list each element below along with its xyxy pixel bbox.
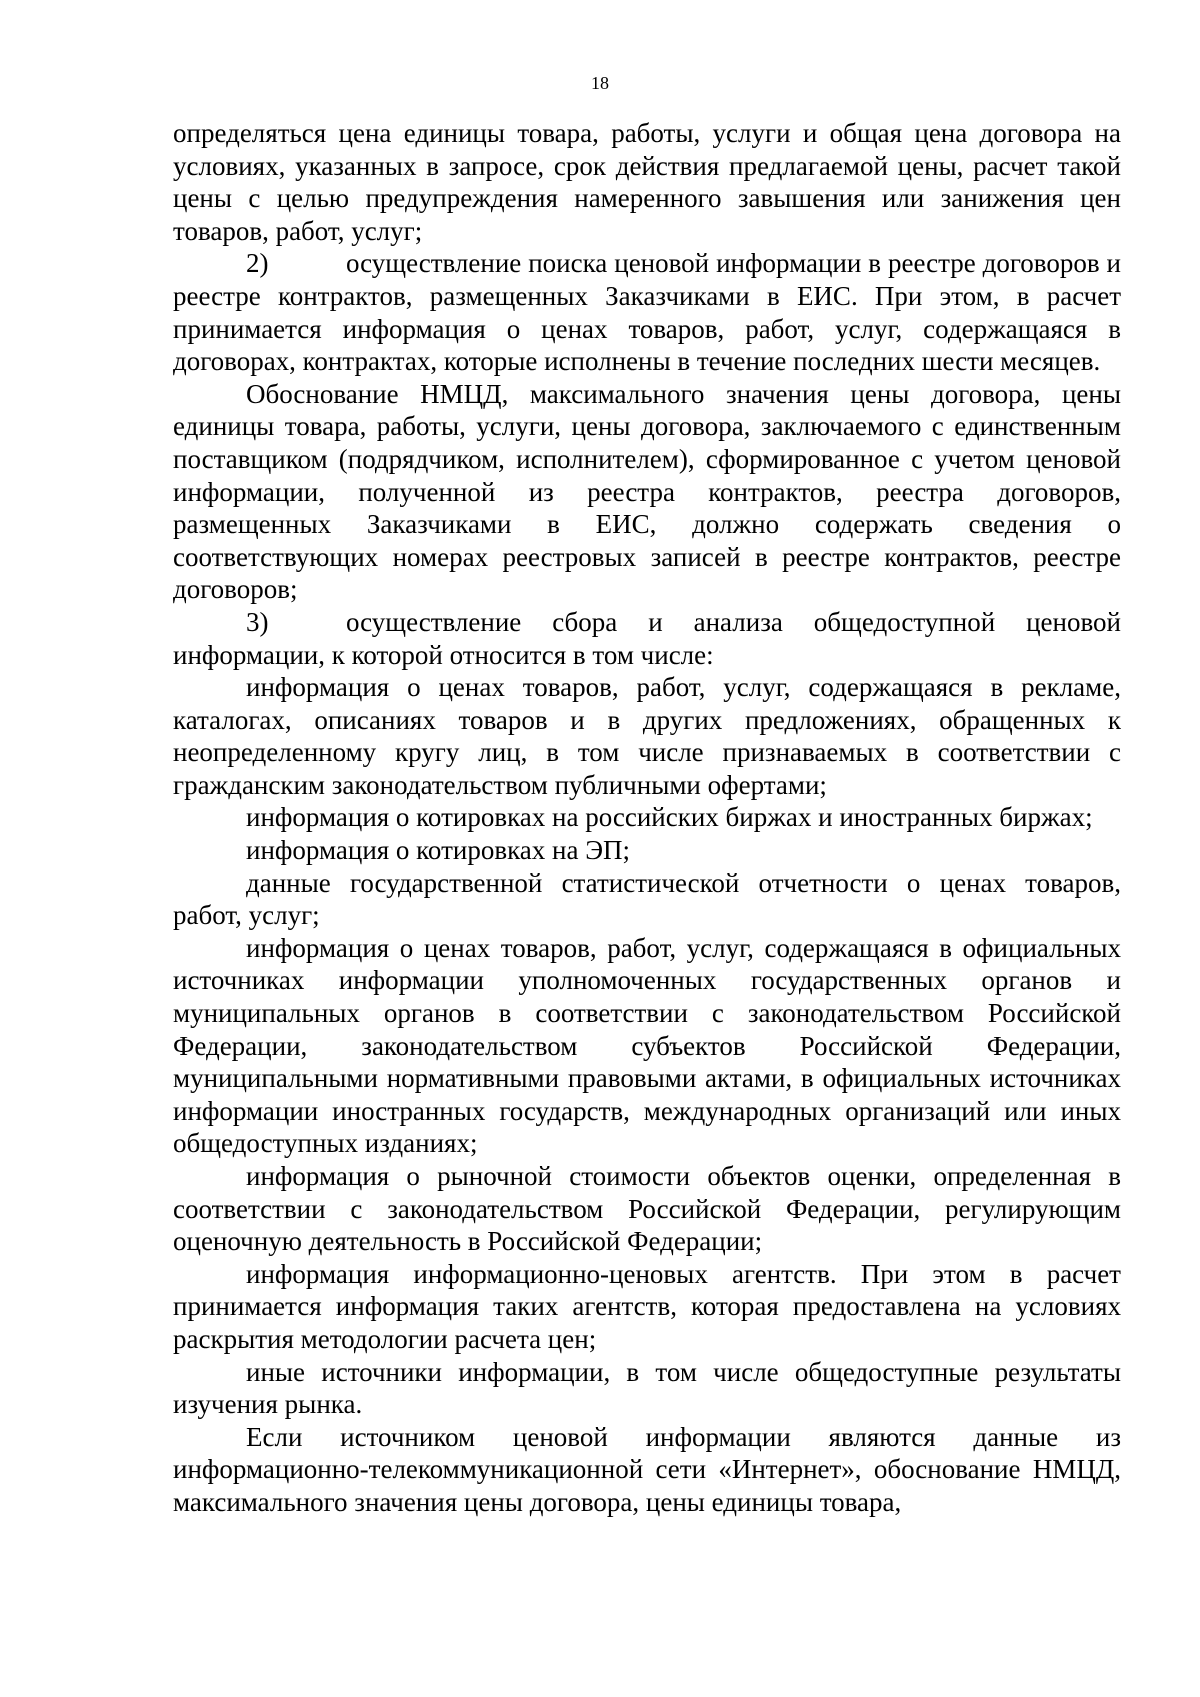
paragraph: информация о котировках на российских биржах и иностранных биржах;	[246, 802, 1093, 833]
list-item-number: 2)	[246, 248, 269, 279]
paragraph: определяться цена единицы товара, работы, услуги и общая цена договора на условиях, указанных в запросе, срок действия предлагаемой цены, расчет такой цены с целью предупреждения намеренного завышения или занижения цен товаров, работ, услуг;	[173, 118, 1121, 246]
list-item	[173, 247, 1121, 377]
paragraph: Если источником ценовой информации являются данные из информационно-телекоммуникационной сети «Интернет», обоснование НМЦД, максимального значения цены договора, цены единицы товара,	[173, 1421, 1121, 1517]
paragraph: данные государственной статистической отчетности о ценах товаров, работ, услуг;	[173, 867, 1121, 931]
list-item-text: осуществление сбора и анализа общедоступной ценовой информации, к которой относится в том числе:	[173, 606, 1121, 670]
paragraph: информация о ценах товаров, работ, услуг, содержащаяся в рекламе, каталогах, описаниях товаров и в других предложениях, обращенных к неопределенному кругу лиц, в том числе признаваемых в соответствии с гражданским законодательством публичными офертами;	[173, 672, 1121, 800]
document-body	[173, 117, 1121, 1519]
list-item-text: осуществление поиска ценовой информации в реестре договоров и реестре контрактов, размещенных Заказчиками в ЕИС. При этом, в расчет принимается информация о ценах товаров, работ, услуг, содержащаяся в договорах, контрактах, которые исполнены в течение последних шести месяцев.	[173, 248, 1121, 377]
list-item-number: 3)	[246, 606, 269, 637]
page-number: 18	[591, 73, 609, 93]
paragraph: информация о рыночной стоимости объектов оценки, определенная в соответствии с законодательством Российской Федерации, регулирующим оценочную деятельность в Российской Федерации;	[173, 1161, 1121, 1257]
paragraph: иные источники информации, в том числе общедоступные результаты изучения рынка.	[173, 1356, 1121, 1420]
paragraph: информация о котировках на ЭП;	[246, 835, 631, 866]
paragraph: информация информационно-ценовых агентств. При этом в расчет принимается информация таких агентств, которая предоставлена на условиях раскрытия методологии расчета цен;	[173, 1258, 1121, 1354]
paragraph: Обоснование НМЦД, максимального значения цены договора, цены единицы товара, работы, услуги, цены договора, заключаемого с единственным поставщиком (подрядчиком, исполнителем), сформированное с учетом ценовой информации, полученной из реестра контрактов, реестра договоров, размещенных Заказчиками в ЕИС, должно содержать сведения о соответствующих номерах реестровых записей в реестре контрактов, реестре договоров;	[173, 378, 1121, 605]
list-item	[173, 606, 1121, 671]
paragraph: информация о ценах товаров, работ, услуг, содержащаяся в официальных источниках информации уполномоченных государственных органов и муниципальных органов в соответствии с законодательством Российской Федерации, законодательством субъектов Российской Федерации, муниципальными нормативными правовыми актами, в официальных источниках информации иностранных государств, международных организаций или иных общедоступных изданиях;	[173, 932, 1121, 1159]
